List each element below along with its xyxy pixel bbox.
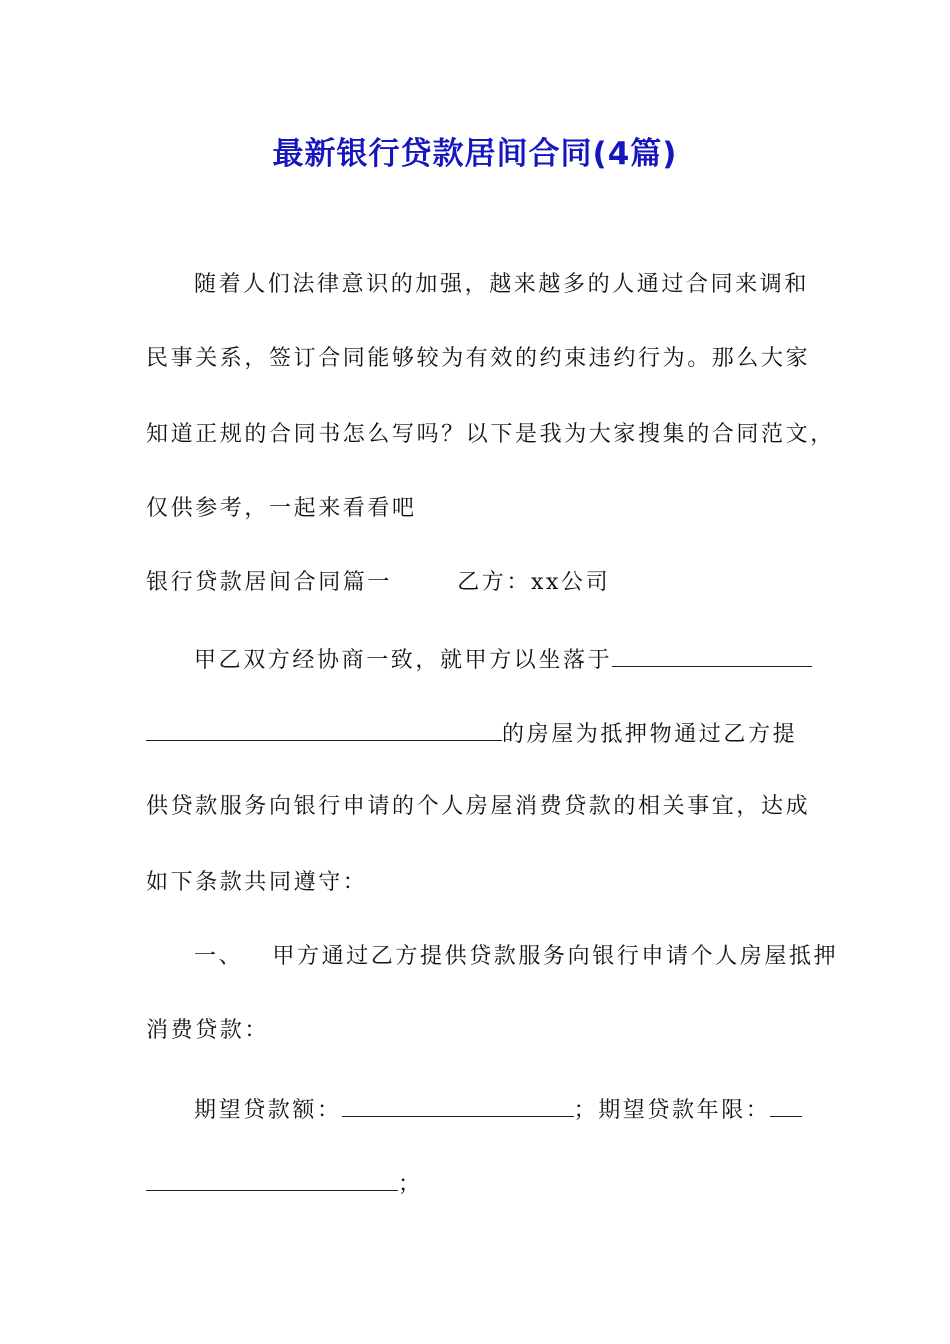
- clause1-line-1: [194, 942, 839, 972]
- address-blank-2: [146, 718, 502, 741]
- section-heading-row: [146, 568, 810, 598]
- section-heading: 银行贷款居间合同篇一: [146, 570, 393, 595]
- intro-line-3: 知道正规的合同书怎么写吗？以下是我为大家搜集的合同范文，: [146, 422, 835, 447]
- clause1-text-1: 甲方通过乙方提供贷款服务向银行申请个人房屋抵押: [272, 944, 839, 969]
- para1-text-1: 甲乙双方经协商一致，就甲方以坐落于: [194, 648, 613, 673]
- clause1-line-2: 消费贷款：: [146, 1018, 270, 1043]
- loan-term-label: ；期望贷款年限：: [573, 1098, 771, 1123]
- para1-line-4: 如下条款共同遵守：: [146, 870, 368, 895]
- loan-term-blank-1: [770, 1094, 802, 1117]
- document-title: 最新银行贷款居间合同(4篇): [272, 136, 678, 172]
- para1-line-2: [146, 718, 810, 750]
- end-semicolon: ；: [398, 1172, 423, 1197]
- para1-text-2: 的房屋为抵押物通过乙方提: [502, 722, 798, 747]
- intro-line-4: 仅供参考，一起来看看吧: [146, 496, 417, 521]
- para1-line-3: 供贷款服务向银行申请的个人房屋消费贷款的相关事宜，达成: [146, 794, 811, 819]
- loan-term-blank-2: [146, 1168, 398, 1191]
- intro-line-2: 民事关系，签订合同能够较为有效的约束违约行为。那么大家: [146, 346, 811, 371]
- address-blank-1: [612, 644, 812, 667]
- clause1-number: 一、: [194, 944, 244, 969]
- loan-line-1: [194, 1094, 810, 1126]
- para1-line-1: [194, 644, 810, 676]
- loan-line-2: [146, 1168, 810, 1200]
- party-b: 乙方：xx公司: [457, 570, 611, 595]
- loan-amount-blank: [342, 1094, 574, 1117]
- intro-line-1: 随着人们法律意识的加强，越来越多的人通过合同来调和: [194, 272, 810, 297]
- loan-amount-label: 期望贷款额：: [194, 1098, 342, 1123]
